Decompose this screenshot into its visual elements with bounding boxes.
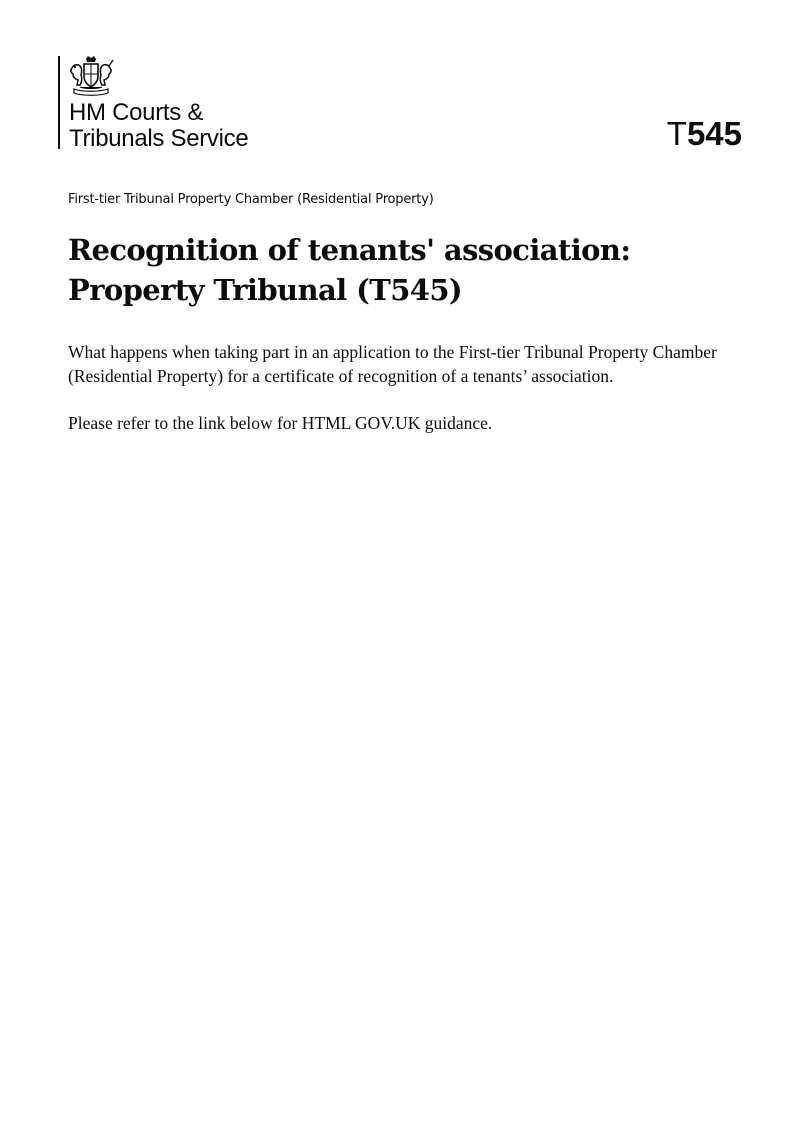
hmcts-logo [58,56,278,152]
organisation-name [69,100,248,152]
form-code [667,114,742,154]
page-title: Recognition of tenants' association: Property Tribunal (T545) [68,233,631,307]
form-code-number: 545 [686,115,742,152]
organisation-name-line-1: HM Courts & [69,99,204,126]
organisation-name-line-2: Tribunals Service [69,125,249,152]
royal-coat-of-arms-icon [68,56,114,96]
guidance-paragraph: Please refer to the link below for HTML GOV.UK guidance. [68,413,493,433]
form-code-prefix: T [666,115,687,152]
summary-paragraph: What happens when taking part in an application to the First-tier Tribunal Property Chamber (Residential Property) for a certificate of recognition of a tenants’ association. [68,342,717,386]
chamber-label: First-tier Tribunal Property Chamber (Residential Property) [68,192,434,207]
